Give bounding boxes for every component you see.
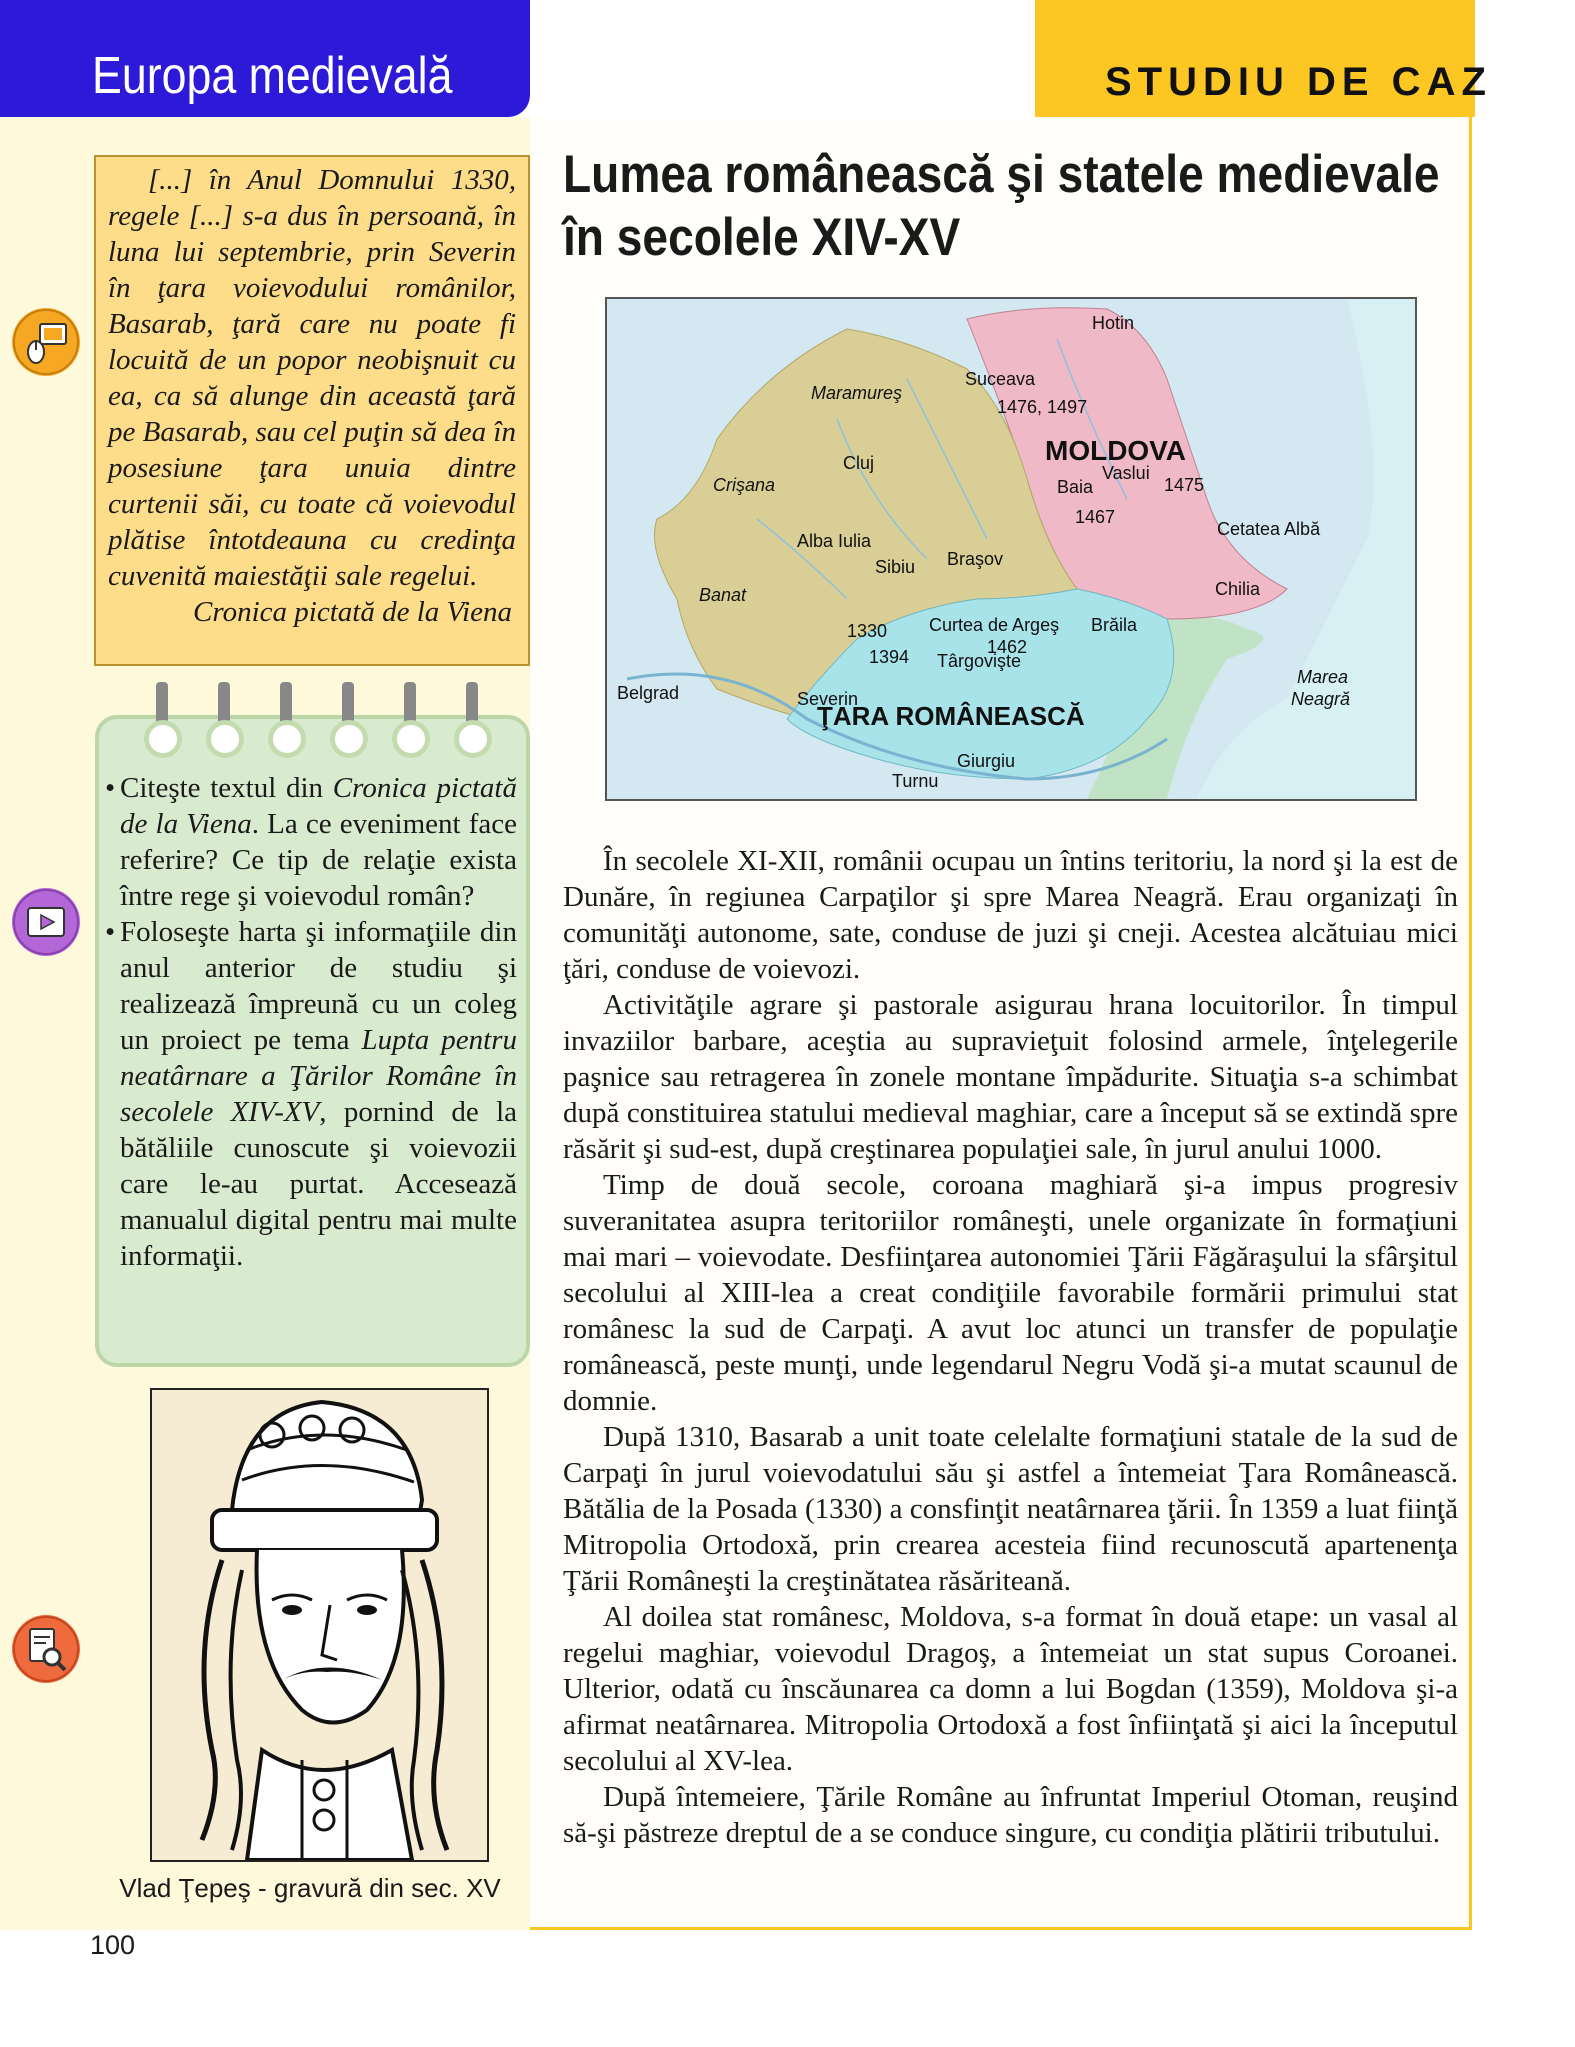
map-label: Neagră: [1291, 689, 1351, 709]
map-label: 1462: [987, 637, 1028, 657]
spiral-ring: [276, 682, 296, 748]
page-number: 100: [90, 1930, 136, 1960]
spiral-ring: [152, 682, 172, 748]
title-line: Lumea românească şi statele medievale: [563, 145, 1440, 204]
vlad-tepes-engraving: [150, 1388, 489, 1862]
map-label: Cetatea Albă: [1217, 519, 1321, 539]
map-label: 1330: [847, 621, 888, 641]
map-label: 1475: [1164, 475, 1205, 495]
map-label: Sibiu: [875, 557, 916, 577]
portrait-caption: Vlad Ţepeş - gravură din sec. XV: [119, 1873, 501, 1903]
historical-map: [605, 297, 1417, 801]
map-label: Curtea de Argeş: [929, 615, 1060, 635]
map-label: Cluj: [843, 453, 875, 473]
map-label: ŢARA ROMÂNEASCĂ: [817, 701, 1085, 731]
task-item: • Citeşte textul din Cronica pictată de la Viena. La ce eveniment face referire? Ce tip de relaţie exista între rege şi voievodul român?: [105, 772, 517, 912]
map-label: Suceava: [965, 369, 1036, 389]
map-label: MOLDOVA: [1045, 435, 1187, 466]
map-label: Giurgiu: [957, 751, 1016, 771]
map-label: Baia: [1057, 477, 1094, 497]
paragraph: Al doilea stat românesc, Moldova, s-a format în două etape: un vasal al regelui maghiar, voievodul Dragoş, a întemeiat un stat supus Coroanei. Ulterior, odată cu înscăunarea ca domn a lui Bogdan (1359), Moldova şi-a afirmat neatârnarea. Mitropolia Ortodoxă a fost înfiinţată şi aici la începutul secolului al XV-lea.: [563, 1601, 1458, 1777]
map-label: 1476, 1497: [997, 397, 1088, 417]
category-header: [1035, 0, 1492, 117]
map-label: Chilia: [1215, 579, 1261, 599]
map-label: Severin: [797, 689, 859, 709]
map-label: Alba Iulia: [797, 531, 872, 551]
quote-text: [...] în Anul Domnului 1330, regele [...] s-a dus în persoană, în luna lui septembrie, prin Severin în ţara voievodului românilor, Basarab, ţară care nu poate fi locuită de un popor neobişnuit cu ea, ca să alunge din această ţară pe Basarab, sau cel puţin să dea în posesiune ţara unuia dintre curtenii săi, cu toate că voievodul plătise întotdeauna cu credinţa cuvenită maiestăţii sale regelui.: [108, 164, 516, 592]
map-label: Crişana: [713, 475, 776, 495]
title-line: în secolele XIV-XV: [563, 208, 961, 267]
computer-mouse-icon[interactable]: [12, 308, 80, 376]
section-title: Europa medievală: [92, 47, 453, 105]
map-label: 1394: [869, 647, 910, 667]
map-label: Hotin: [1092, 313, 1135, 333]
article-body: [563, 843, 1458, 1851]
spiral-ring: [400, 682, 420, 748]
map-label: 1467: [1075, 507, 1116, 527]
map-label: Belgrad: [617, 683, 680, 703]
map-label: Maramureş: [811, 383, 903, 403]
paragraph: După 1310, Basarab a unit toate celelalte formaţiuni statale de la sud de Carpaţi în jurul voievodatului său şi astfel a întemeiat Ţara Românească. Bătălia de la Posada (1330) a consfinţit neatârnarea ţării. În 1359 a luat fiinţă Mitropolia Ortodoxă, prin crearea acesteia fiind recunoscută apartenenţa Ţării Româneşti la creştinătatea răsăriteană.: [563, 1421, 1458, 1597]
paragraph: Timp de două secole, coroana maghiară şi-a impus progresiv suveranitatea asupra teritoriilor româneşti, unele organizate în formaţiuni mai mari – voievodate. Desfiinţarea autonomiei Ţării Făgăraşului la sfârşitul secolului al XIII-lea a creat condiţiile favorabile formării primului stat românesc la sud de Carpaţi. A avut loc atunci un transfer de populaţie românească, peste munţi, unde legendarul Negru Vodă şi-a mutat scaunul de domnie.: [563, 1169, 1458, 1417]
task-list: [105, 770, 517, 1274]
paragraph: În secolele XI-XII, românii ocupau un întins teritoriu, la nord şi la est de Dunăre, în regiunea Carpaţilor şi spre Marea Neagră. Erau organizaţi în comunităţi autonome, sate, conduse de juzi şi cneji. Acestea alcătuiau mici ţări, conduse de voievozi.: [563, 845, 1458, 985]
spiral-ring: [462, 682, 482, 748]
document-search-icon[interactable]: [12, 1615, 80, 1683]
map-label: Braşov: [947, 549, 1004, 569]
map-label: Turnu: [892, 771, 939, 791]
task-item: • Foloseşte harta şi informaţiile din anul anterior de studiu şi realizează împreună cu un coleg un proiect pe tema Lupta pentru neatârnare a Ţărilor Române în secolele XIV-XV, pornind de la bătăliile cunoscute şi voievozii care le-au purtat. Accesează manualul digital pentru mai multe informaţii.: [105, 916, 517, 1272]
map-label: Banat: [699, 585, 747, 605]
quote-box: [94, 155, 530, 666]
category-label: STUDIU DE CAZ: [1105, 60, 1492, 104]
map-label: Târgovişte: [937, 651, 1022, 671]
map-label: Vaslui: [1102, 463, 1150, 483]
paragraph: După întemeiere, Ţările Române au înfruntat Imperiul Otoman, reuşind să-şi păstreze dreptul de a se conduce singure, cu condiţia plătirii tributului.: [563, 1781, 1458, 1849]
map-label: Marea: [1297, 667, 1349, 687]
map-label: Brăila: [1091, 615, 1138, 635]
spiral-ring: [214, 682, 234, 748]
spiral-ring: [338, 682, 358, 748]
quote-source: Cronica pictată de la Viena: [193, 596, 512, 628]
page-title: [563, 143, 1440, 269]
paragraph: Activităţile agrare şi pastorale asigurau hrana locuitorilor. În timpul invaziilor barbare, aceştia au supravieţuit folosind armele, înţelegerile paşnice sau retragerea în zonele montane împădurite. Situaţia s-a schimbat după constituirea statului medieval maghiar, care a început să se extindă spre răsărit şi sud-est, după creştinarea populaţiei sale, în jurul anului 1000.: [563, 989, 1458, 1165]
video-play-icon[interactable]: [12, 888, 80, 956]
section-header: [0, 0, 530, 117]
